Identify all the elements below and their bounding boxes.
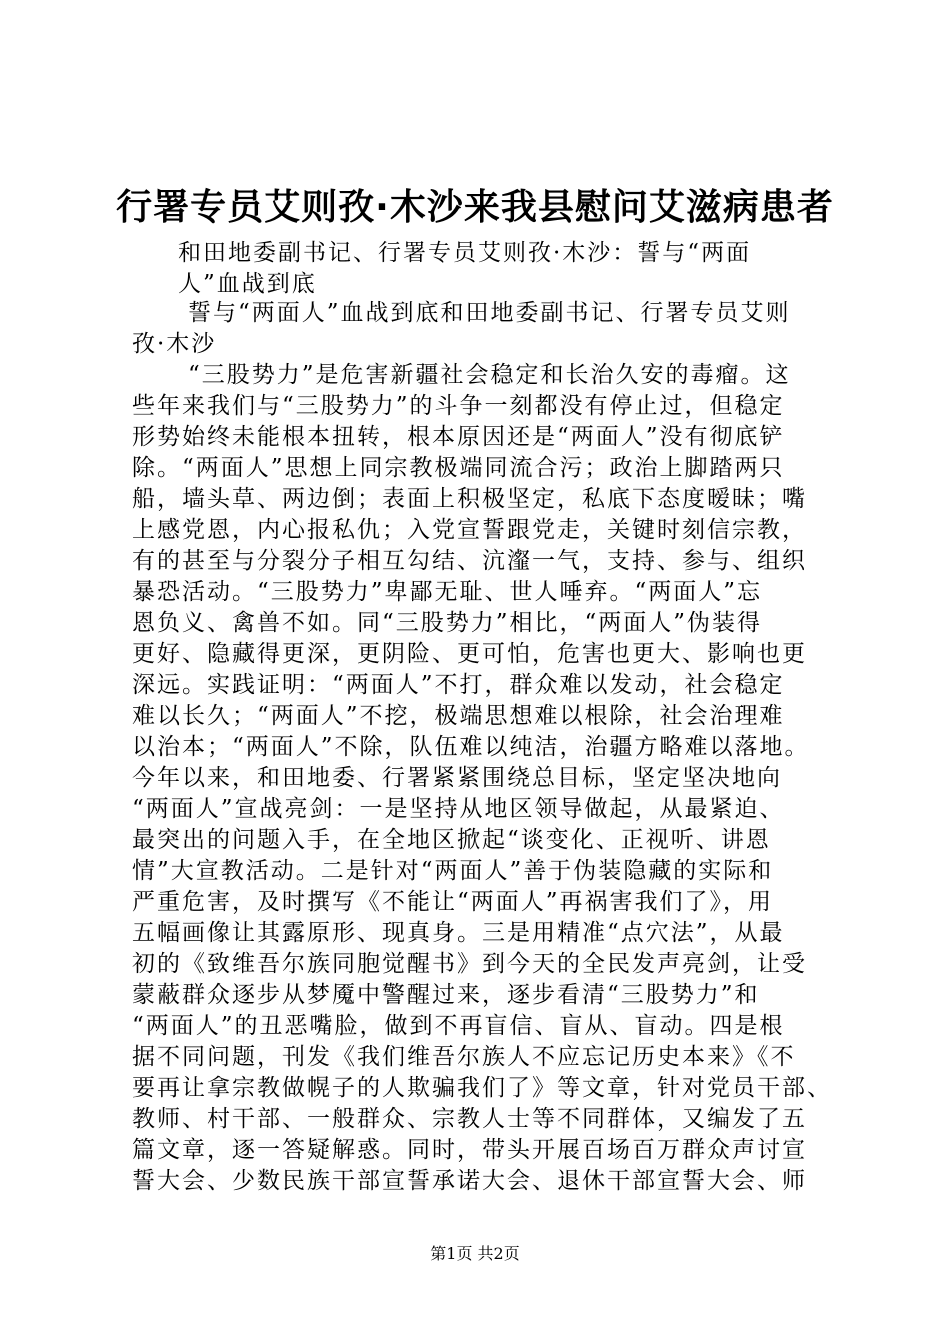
body-line: 孜·木沙 <box>132 331 217 357</box>
body-line: 上感党恩，内心报私仇；入党宣誓跟党走，关键时刻信宗教， <box>132 517 807 543</box>
body-line: “两面人”的丑恶嘴脸，做到不再盲信、盲从、盲动。四是根 <box>132 1013 785 1039</box>
body-line: 恩负义、禽兽不如。同“三股势力”相比，“两面人”伪装得 <box>132 610 763 636</box>
page-title: 行署专员艾则孜·木沙来我县慰问艾滋病患者 <box>116 187 834 228</box>
subtitle-line: 和田地委副书记、行署专员艾则孜·木沙：誓与“两面 <box>178 240 752 266</box>
body-line: 要再让拿宗教做幌子的人欺骗我们了》等文章，针对党员干部、 <box>132 1075 832 1101</box>
body-line: 暴恐活动。“三股势力”卑鄙无耻、世人唾弃。“两面人”忘 <box>132 579 763 605</box>
body-line: 五幅画像让其露原形、现真身。三是用精准“点穴法”，从最 <box>132 920 785 946</box>
subtitle-line: 人”血战到底 <box>178 271 317 297</box>
body-line: 难以长久；“两面人”不挖，极端思想难以根除，社会治理难 <box>132 703 785 729</box>
body-line: 严重危害，及时撰写《不能让“两面人”再祸害我们了》，用 <box>132 889 774 915</box>
body-line: 据不同问题，刊发《我们维吾尔族人不应忘记历史本来》《不 <box>132 1044 796 1070</box>
body-line: 蒙蔽群众逐步从梦魇中警醒过来，逐步看清“三股势力”和 <box>132 982 760 1008</box>
subtitle <box>178 238 818 300</box>
body-line: “两面人”宣战亮剑：一是坚持从地区领导做起，从最紧迫、 <box>132 796 785 822</box>
body-line: 深远。实践证明：“两面人”不打，群众难以发动，社会稳定 <box>132 672 785 698</box>
body-line: 篇文章，逐一答疑解惑。同时，带头开展百场百万群众声讨宣 <box>132 1137 807 1163</box>
body-line: 船，墙头草、两边倒；表面上积极坚定，私底下态度暧昧；嘴 <box>132 486 807 512</box>
body-line: 有的甚至与分裂分子相互勾结、沆瀣一气，支持、参与、组织 <box>132 548 807 574</box>
body-line: 情”大宣教活动。二是针对“两面人”善于伪装隐藏的实际和 <box>132 858 774 884</box>
body-line: 最突出的问题入手，在全地区掀起“谈变化、正视听、讲恩 <box>132 827 771 853</box>
body-line: 以治本；“两面人”不除，队伍难以纯洁，治疆方略难以落地。 <box>132 734 810 760</box>
body-line: 除。“两面人”思想上同宗教极端同流合污；政治上脚踏两只 <box>132 455 785 481</box>
body-line: 初的《致维吾尔族同胞觉醒书》到今天的全民发声亮剑，让受 <box>132 951 807 977</box>
body-line: “三股势力”是危害新疆社会稳定和长治久安的毒瘤。这 <box>188 362 791 388</box>
body-text <box>132 298 832 1197</box>
body-line: 形势始终未能根本扭转，根本原因还是“两面人”没有彻底铲 <box>132 424 785 450</box>
body-line: 更好、隐藏得更深，更阴险、更可怕，危害也更大、影响也更 <box>132 641 807 667</box>
body-line: 誓与“两面人”血战到底和田地委副书记、行署专员艾则 <box>188 300 791 326</box>
page-footer: 第1页 共2页 <box>430 1244 520 1263</box>
body-line: 教师、村干部、一般群众、宗教人士等不同群体，又编发了五 <box>132 1106 807 1132</box>
body-line: 誓大会、少数民族干部宣誓承诺大会、退休干部宣誓大会、师 <box>132 1168 807 1194</box>
body-line: 些年来我们与“三股势力”的斗争一刻都没有停止过，但稳定 <box>132 393 785 419</box>
body-line: 今年以来，和田地委、行署紧紧围绕总目标，坚定坚决地向 <box>132 765 782 791</box>
